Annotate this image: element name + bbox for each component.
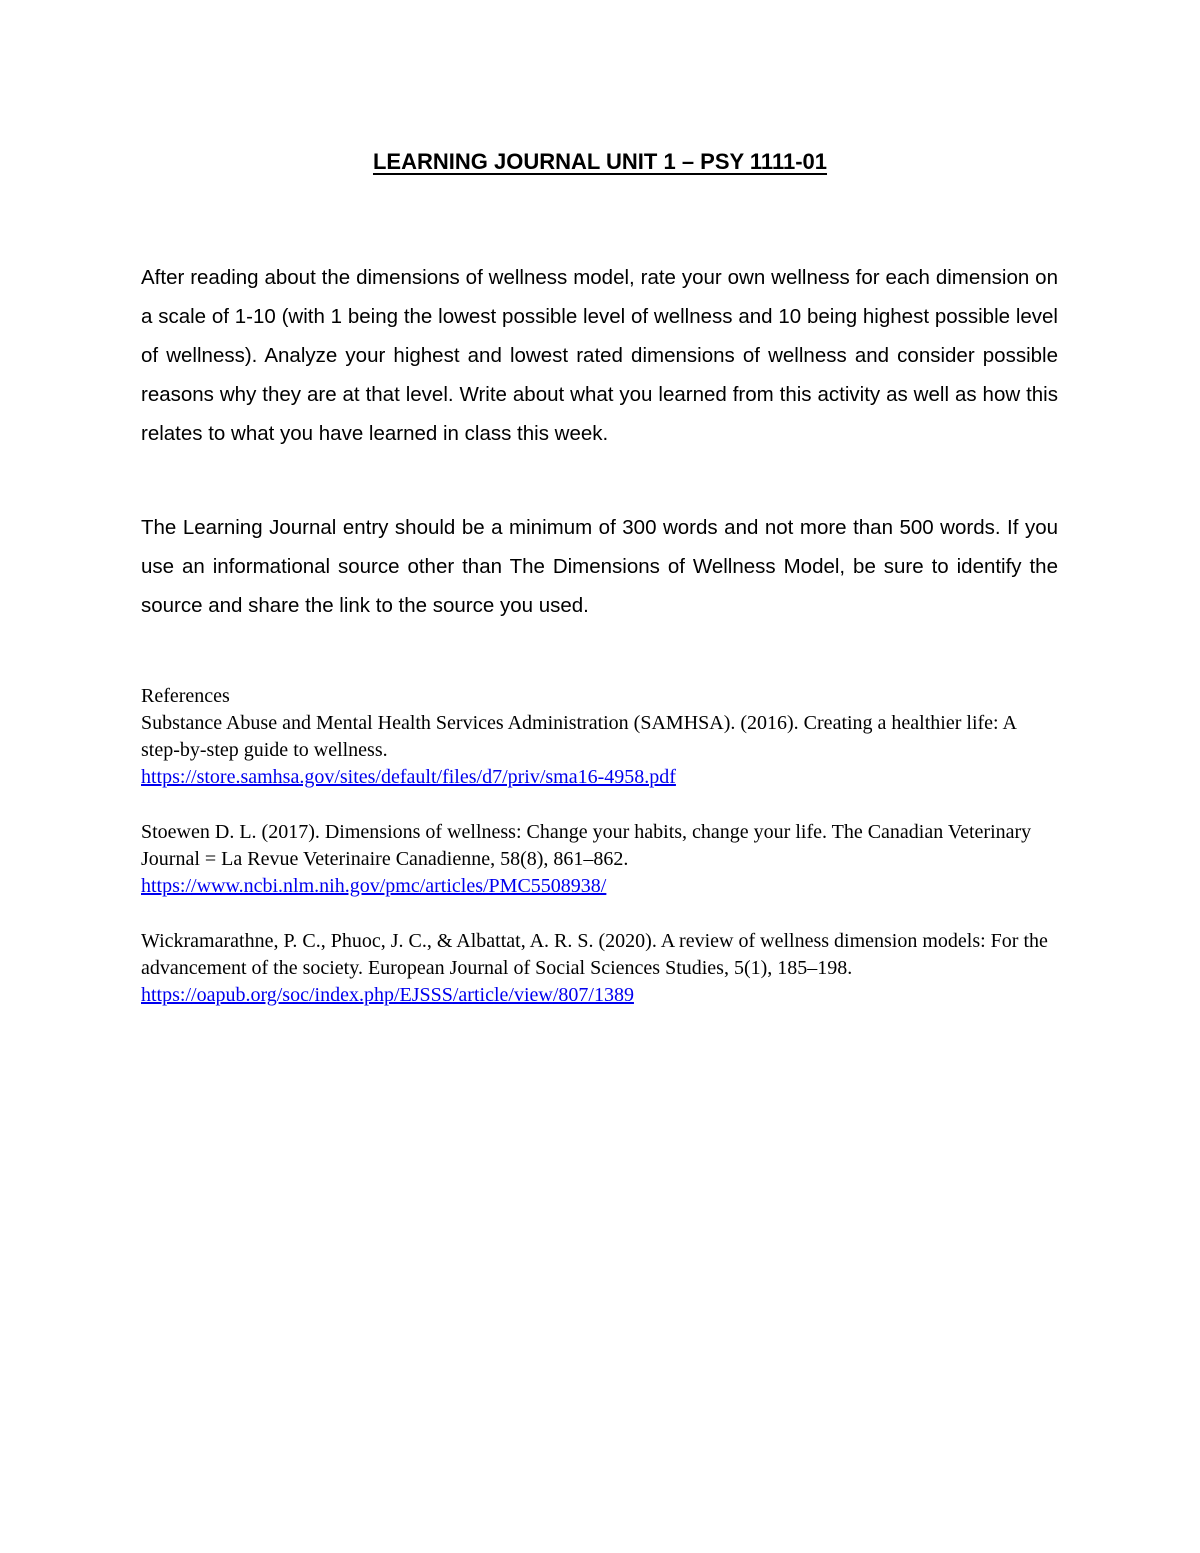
references-heading: References [141,685,230,707]
reference-text: Substance Abuse and Mental Health Services Administration (SAMHSA). (2016). Creating a healthier life: A step-by-step guide to wellness. [141,712,1016,761]
reference-link-samhsa[interactable]: https://store.samhsa.gov/sites/default/files/d7/priv/sma16-4958.pdf [141,766,676,788]
document-title: LEARNING JOURNAL UNIT 1 – PSY 1111-01 [372,149,828,174]
reference-link-ncbi[interactable]: https://www.ncbi.nlm.nih.gov/pmc/articles/PMC5508938/ [141,875,607,897]
reference-link-oapub[interactable]: https://oapub.org/soc/index.php/EJSSS/article/view/807/1389 [141,984,634,1006]
word-count-paragraph: The Learning Journal entry should be a minimum of 300 words and not more than 500 words. If you use an informational source other than The Dimensions of Wellness Model, be sure to identify the source and share the link to the source you used. [141,516,1058,617]
instructions-paragraph: After reading about the dimensions of wellness model, rate your own wellness for each dimension on a scale of 1-10 (with 1 being the lowest possible level of wellness and 10 being highest possible level of wellness). Analyze your highest and lowest rated dimensions of wellness and consider possible reasons why they are at that level. Write about what you learned from this activity as well as how this relates to what you have learned in class this week. [141,266,1058,445]
reference-entry-samhsa [141,710,1058,791]
references-section [141,683,1058,1037]
reference-text: Stoewen D. L. (2017). Dimensions of wellness: Change your habits, change your life. The Canadian Veterinary Journal = La Revue Veterinaire Canadienne, 58(8), 861–862. [141,821,1032,870]
reference-text: Wickramarathne, P. C., Phuoc, J. C., & Albattat, A. R. S. (2020). A review of wellness dimension models: For the advancement of the society. European Journal of Social Sciences Studies, 5(1), 185–198. [141,930,1048,979]
reference-entry-stoewen [141,819,1058,900]
reference-entry-wickramarathne [141,928,1058,1009]
